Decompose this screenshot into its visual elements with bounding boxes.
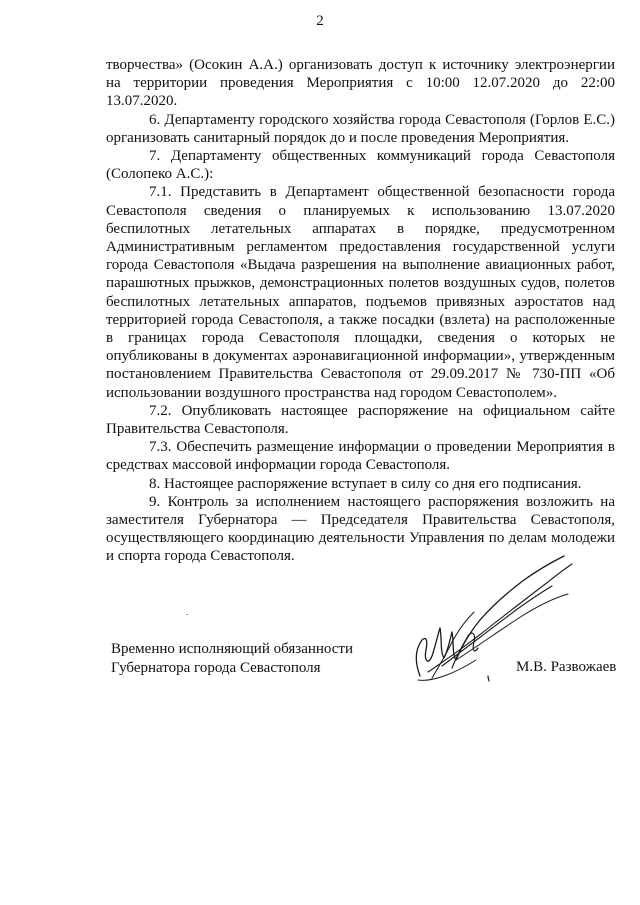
signatory-role [111,640,353,677]
paragraph-item-7-1: 7.1. Представить в Департамент общественной безопасности города Севастополя сведения о планируемых к использованию 13.07.2020 беспилотных летательных аппаратах в порядке, предусмотренном Административным регламентом предоставления государственной услуги города Севастополя «Выдача разрешения на выполнение авиационных работ, парашютных прыжков, демонстрационных полетов воздушных судов, полетов беспилотных летательных аппаратов, подъемов привязных аэростатов над территорией города Севастополя, а также посадки (взлета) на расположенные в границах города Севастополя площадки, сведения о которых не опубликованы в документах аэронавигационной информации», утвержденным постановлением Правительства Севастополя от 29.09.2017 № 730-ПП «Об использовании воздушного пространства над городом Севастополем». [106,184,615,401]
signatory-name: М.В. Развожаев [516,659,617,675]
paragraph-item-8: 8. Настоящее распоряжение вступает в силу со дня его подписания. [149,475,582,492]
document-body [106,56,615,566]
signature-stroke [452,633,478,668]
paragraph-item-7-3: 7.3. Обеспечить размещение информации о проведении Мероприятия в средствах массовой информации города Севастополя. [106,439,615,474]
signature-stroke [456,594,568,660]
paragraph-item-6: 6. Департаменту городского хозяйства города Севастополя (Горлов Е.С.) организовать санитарный порядок до и после проведения Мероприятия. [106,111,615,146]
signature-stroke [488,676,489,681]
page-number: 2 [316,13,324,29]
scan-speck [186,614,188,615]
signatory-role-line-2: Губернатора города Севастополя [111,659,321,676]
paragraph-item-9: 9. Контроль за исполнением настоящего распоряжения возложить на заместителя Губернатора — Председателя Правительства Севастополя, осуществляющего координацию деятельности Управления по делам молодежи и спорта города Севастополя. [106,493,615,565]
signature-stroke [428,564,572,672]
paragraph-continuation: творчества» (Осокин А.А.) организовать доступ к источнику электроэнергии на территории проведения Мероприятия с 10:00 12.07.2020 до 22:00 13.07.2020. [106,57,615,110]
paragraph-item-7-2: 7.2. Опубликовать настоящее распоряжение на официальном сайте Правительства Севастополя. [106,402,615,438]
paragraph-item-7: 7. Департаменту общественных коммуникаций города Севастополя (Солопеко А.С.): [106,148,615,183]
signature-stroke [418,660,476,680]
signatory-role-line-1: Временно исполняющий обязанности [111,641,354,657]
